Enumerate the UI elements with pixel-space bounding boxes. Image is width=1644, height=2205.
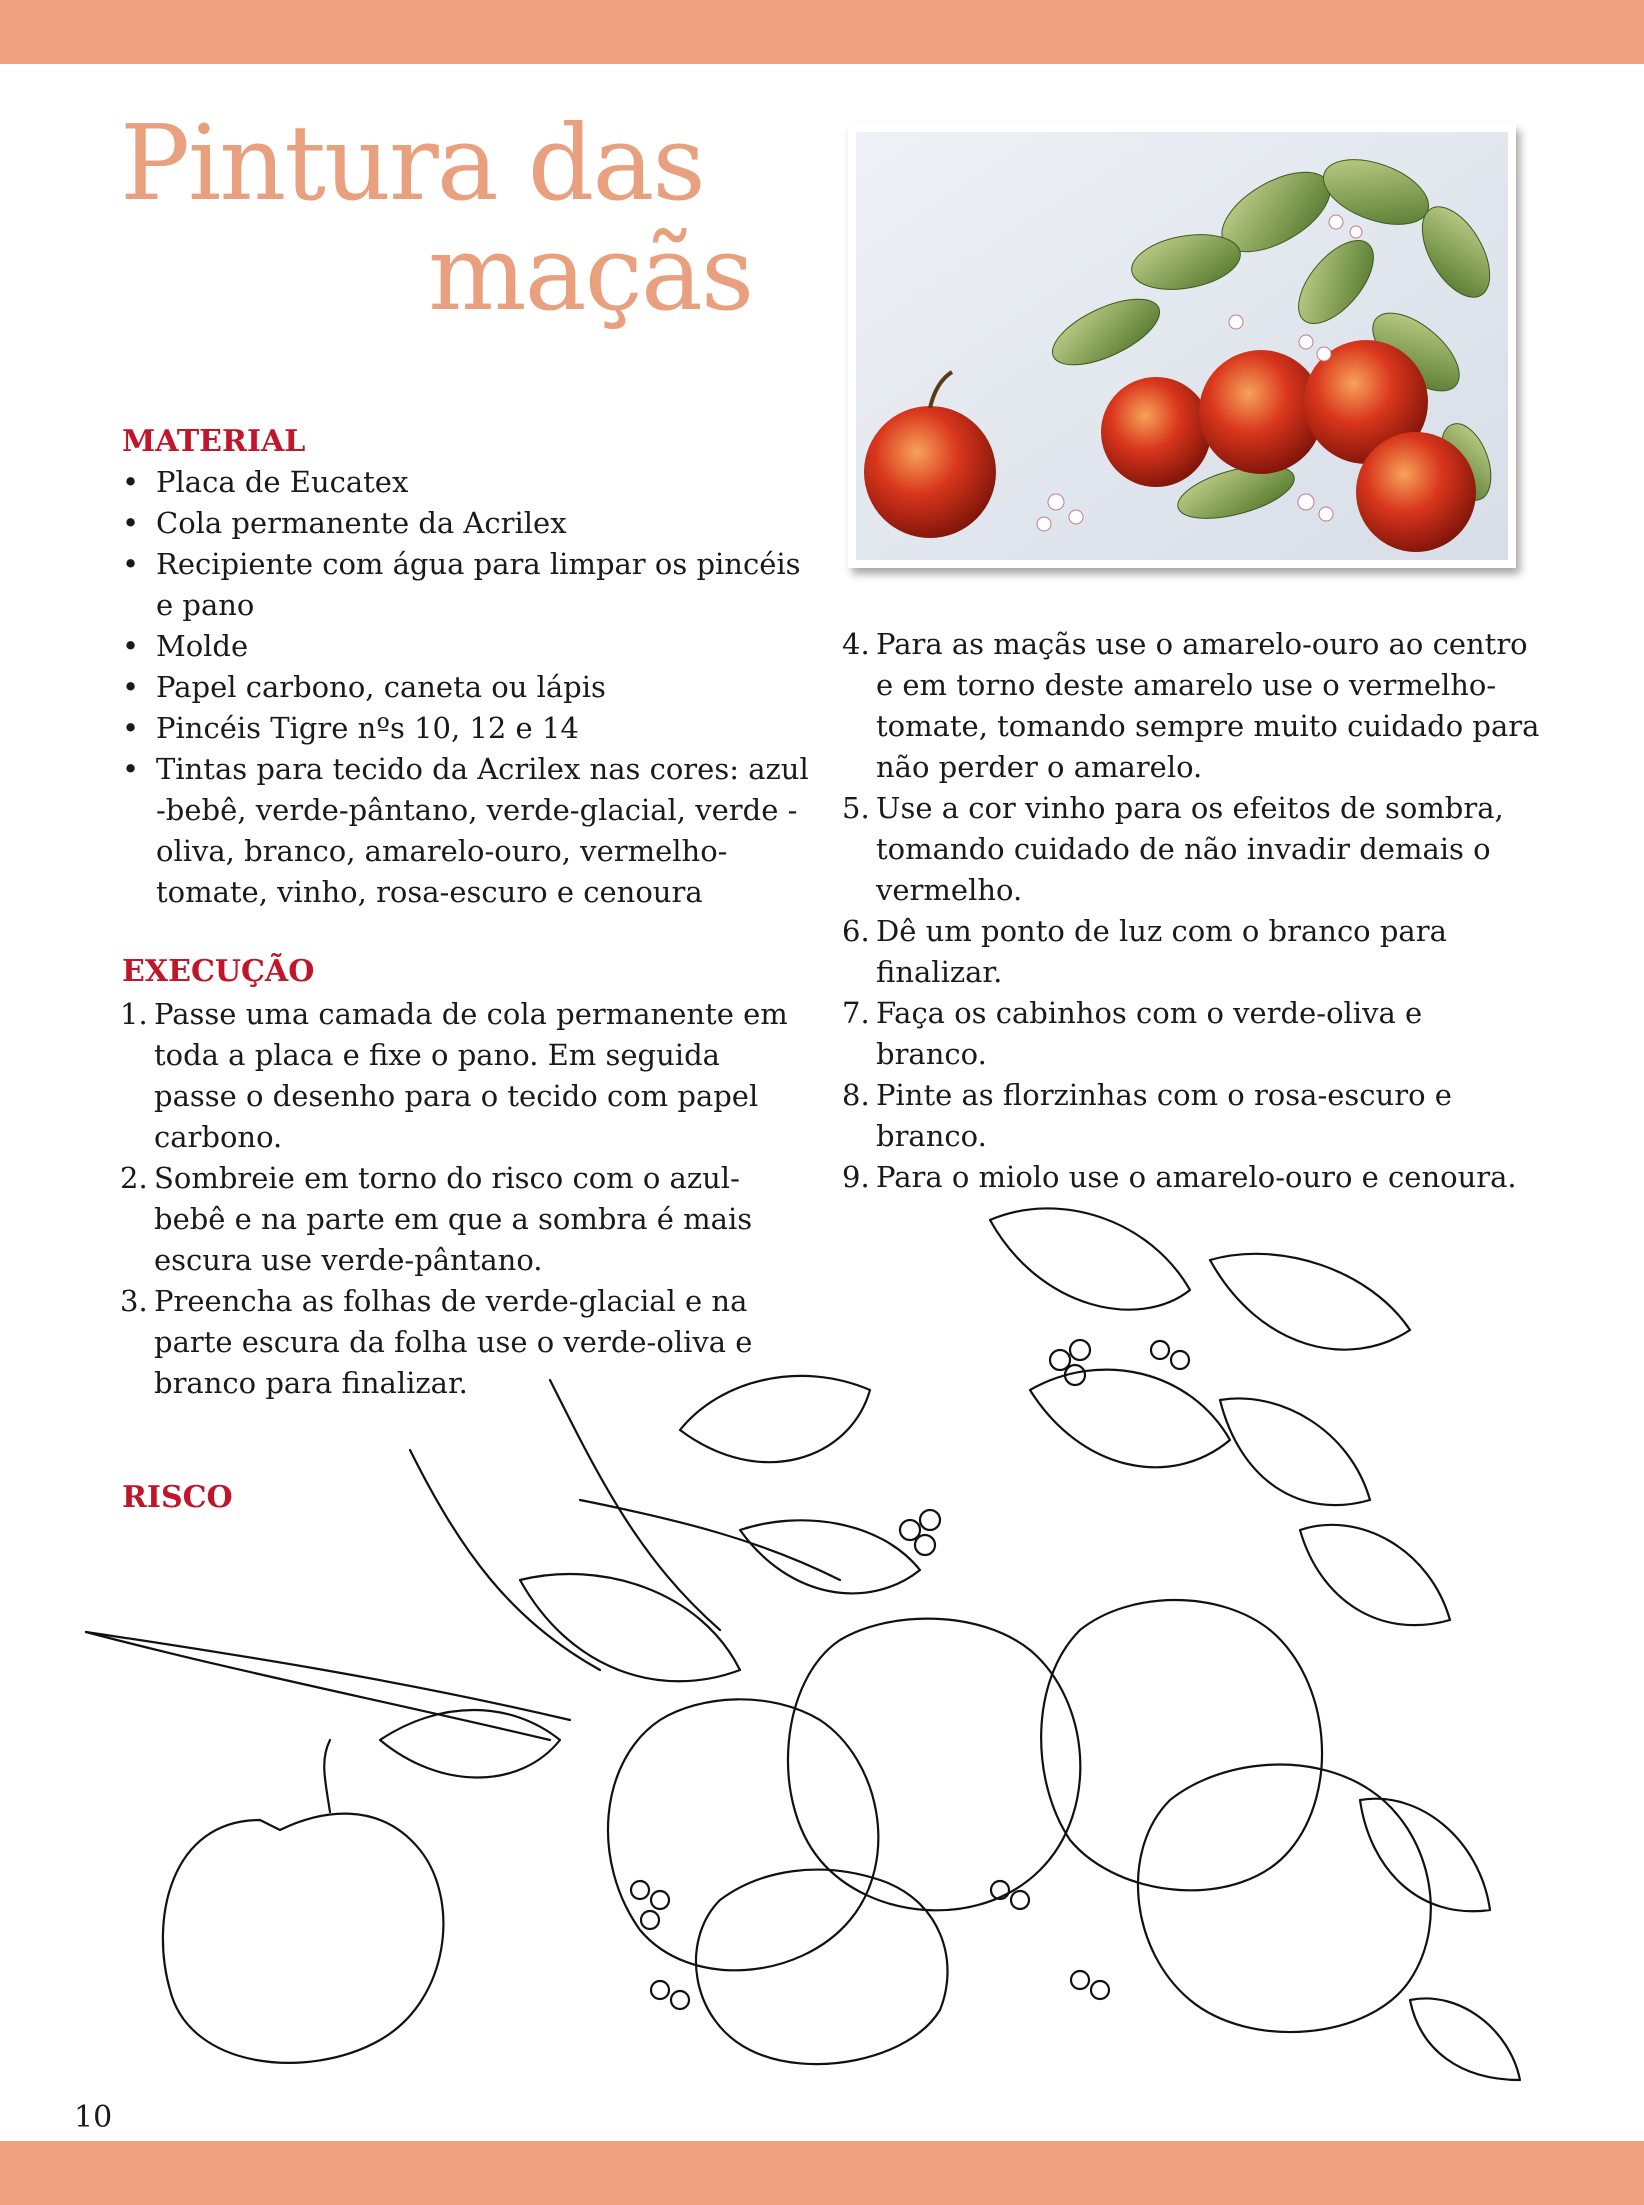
material-heading: MATERIAL [122,424,306,459]
bottom-color-band [0,2141,1644,2205]
step-item [842,788,1542,911]
step-item [842,1157,1542,1198]
step-text: Para as maçãs use o amarelo-ouro ao centro e em torno deste amarelo use o vermelho-tomate, tomando sempre muito cuidado para não perder o amarelo. [876,627,1540,784]
step-text: Use a cor vinho para os efeitos de sombra, tomando cuidado de não invadir demais o vermelho. [876,791,1504,907]
list-item: • Tintas para tecido da Acrilex nas cores: azul -bebê, verde-pântano, verde-glacial, verde -oliva, branco, amarelo-ouro, vermelho-tomate, vinho, rosa-escuro e cenoura [122,749,822,913]
step-number: 9. [842,1160,870,1194]
step-text: Preencha as folhas de verde-glacial e na parte escura da folha use o verde-oliva e branco para finalizar. [154,1284,753,1400]
step-text: Sombreie em torno do risco com o azul-bebê e na parte em que a sombra é mais escura use verde-pântano. [154,1161,753,1277]
step-number: 3. [120,1284,148,1318]
step-item [842,624,1542,788]
step-item [842,1075,1542,1157]
step-number: 1. [120,997,148,1031]
title-line-2: maçãs [428,212,753,334]
step-text: Pinte as florzinhas com o rosa-escuro e branco. [876,1078,1452,1153]
step-item [842,911,1542,993]
step-text: Passe uma camada de cola permanente em toda a placa e fixe o pano. Em seguida passe o desenho para o tecido com papel carbono. [154,997,788,1154]
step-text: Para o miolo use o amarelo-ouro e cenoura. [876,1160,1517,1194]
list-item: • Pincéis Tigre nºs 10, 12 e 14 [122,708,822,749]
execucao-steps-right [842,624,1542,1198]
page-title [120,102,753,334]
step-number: 4. [842,627,870,661]
list-item: • Cola permanente da Acrilex [122,503,822,544]
list-item: • Recipiente com água para limpar os pincéis e pano [122,544,822,626]
finished-painting-photo [848,124,1516,568]
step-item [842,993,1542,1075]
list-item: • Molde [122,626,822,667]
title-line-1: Pintura das [120,102,704,224]
execucao-heading: EXECUÇÃO [122,954,315,989]
list-item: • Placa de Eucatex [122,462,822,503]
top-color-band [0,0,1644,64]
step-number: 8. [842,1078,870,1112]
step-number: 2. [120,1161,148,1195]
step-number: 7. [842,996,870,1030]
risco-line-drawing [80,1200,1540,2090]
step-number: 5. [842,791,870,825]
list-item: • Papel carbono, caneta ou lápis [122,667,822,708]
step-item [120,994,800,1158]
step-text: Dê um ponto de luz com o branco para finalizar. [876,914,1447,989]
step-text: Faça os cabinhos com o verde-oliva e branco. [876,996,1423,1071]
step-number: 6. [842,914,870,948]
material-list [122,462,822,913]
risco-heading: RISCO [122,1480,233,1515]
page-number: 10 [74,2100,113,2135]
